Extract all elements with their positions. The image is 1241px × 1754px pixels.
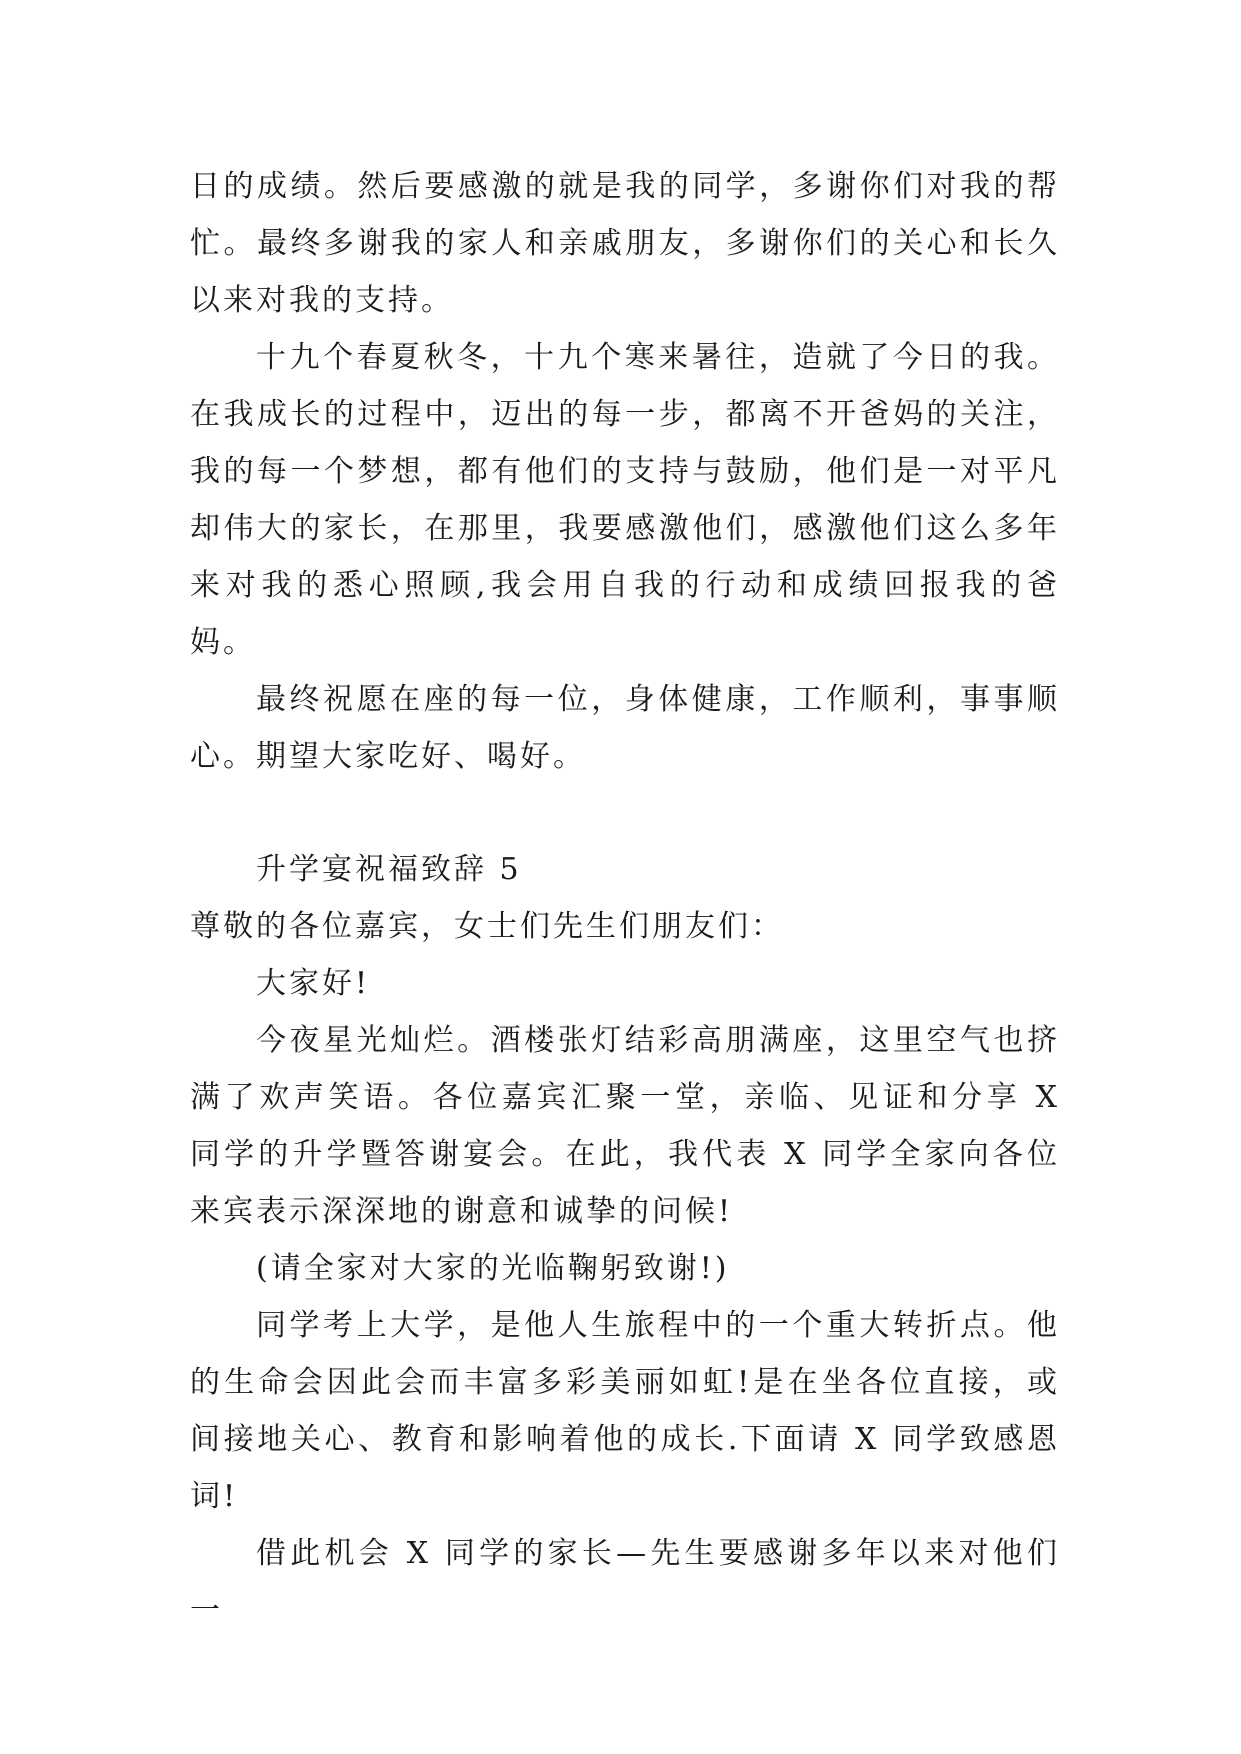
document-body: [190, 158, 1060, 1639]
greeting: 大家好!: [256, 966, 371, 1001]
section-spacer: [190, 785, 1060, 841]
salutation: 尊敬的各位嘉宾，女士们先生们朋友们：: [190, 909, 784, 944]
paragraph: 同学考上大学，是他人生旅程中的一个重大转折点。他的生命会因此会而丰富多彩美丽如虹!是在坐各位直接，或间接地关心、教育和影响着他的成长.下面请 X 同学致感恩词!: [190, 1308, 1060, 1514]
paragraph: 今夜星光灿烂。酒楼张灯结彩高朋满座，这里空气也挤满了欢声笑语。各位嘉宾汇聚一堂，亲临、见证和分享 X 同学的升学暨答谢宴会。在此，我代表 X 同学全家向各位来宾表示深深地的谢意和诚挚的问候!: [190, 1023, 1060, 1229]
paragraph: (请全家对大家的光临鞠躬致谢!): [256, 1251, 730, 1286]
paragraph: 借此机会 X 同学的家长—先生要感谢多年以来对他们一: [190, 1536, 1060, 1628]
paragraph: 最终祝愿在座的每一位，身体健康，工作顺利，事事顺心。期望大家吃好、喝好。: [190, 682, 1060, 774]
paragraph: 日的成绩。然后要感激的就是我的同学，多谢你们对我的帮忙。最终多谢我的家人和亲戚朋友，多谢你们的关心和长久以来对我的支持。: [190, 169, 1060, 318]
paragraph: 十九个春夏秋冬，十九个寒来暑往，造就了今日的我。在我成长的过程中，迈出的每一步，都离不开爸妈的关注，我的每一个梦想，都有他们的支持与鼓励，他们是一对平凡却伟大的家长，在那里，我要感激他们，感激他们这么多年来对我的悉心照顾,我会用自我的行动和成绩回报我的爸妈。: [190, 340, 1060, 660]
section-title: 升学宴祝福致辞 5: [256, 852, 522, 887]
